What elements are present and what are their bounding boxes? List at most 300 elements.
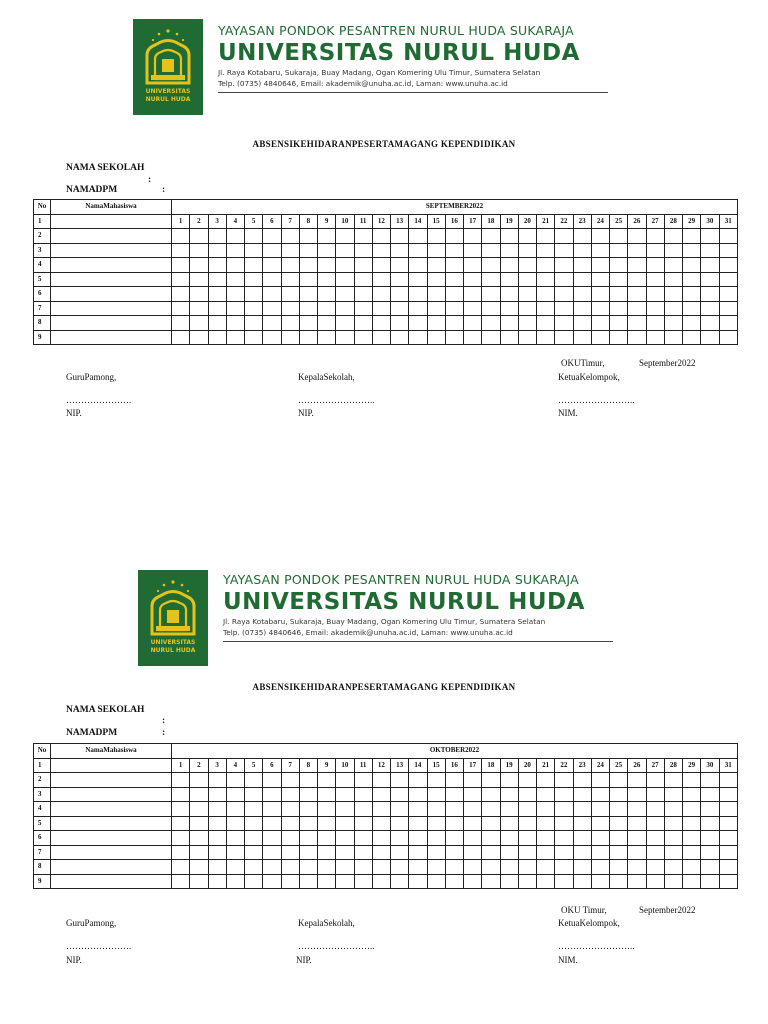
- attendance-cell[interactable]: [610, 787, 628, 802]
- attendance-cell[interactable]: [427, 874, 445, 889]
- attendance-cell[interactable]: [573, 287, 591, 302]
- attendance-cell[interactable]: [299, 229, 317, 244]
- attendance-cell[interactable]: [190, 816, 208, 831]
- student-name-cell[interactable]: [51, 258, 172, 273]
- attendance-cell[interactable]: [482, 816, 500, 831]
- attendance-cell[interactable]: [172, 787, 190, 802]
- attendance-cell[interactable]: [336, 272, 354, 287]
- attendance-cell[interactable]: [391, 330, 409, 345]
- attendance-cell[interactable]: [245, 874, 263, 889]
- attendance-cell[interactable]: [427, 316, 445, 331]
- attendance-cell[interactable]: [701, 287, 719, 302]
- attendance-cell[interactable]: [591, 845, 609, 860]
- attendance-cell[interactable]: [172, 272, 190, 287]
- student-name-cell[interactable]: [51, 831, 172, 846]
- attendance-cell[interactable]: [226, 258, 244, 273]
- attendance-cell[interactable]: [318, 816, 336, 831]
- attendance-cell[interactable]: [409, 874, 427, 889]
- attendance-cell[interactable]: [518, 802, 536, 817]
- attendance-cell[interactable]: [646, 802, 664, 817]
- attendance-cell[interactable]: [482, 831, 500, 846]
- attendance-cell[interactable]: [263, 272, 281, 287]
- attendance-cell[interactable]: [263, 229, 281, 244]
- attendance-cell[interactable]: [190, 845, 208, 860]
- attendance-cell[interactable]: [409, 802, 427, 817]
- attendance-cell[interactable]: [701, 301, 719, 316]
- attendance-cell[interactable]: [445, 330, 463, 345]
- attendance-cell[interactable]: [555, 243, 573, 258]
- attendance-cell[interactable]: [190, 272, 208, 287]
- attendance-cell[interactable]: [701, 874, 719, 889]
- attendance-cell[interactable]: [354, 229, 372, 244]
- attendance-cell[interactable]: [226, 860, 244, 875]
- attendance-cell[interactable]: [263, 860, 281, 875]
- attendance-cell[interactable]: [208, 243, 226, 258]
- attendance-cell[interactable]: [518, 229, 536, 244]
- attendance-cell[interactable]: [391, 243, 409, 258]
- attendance-cell[interactable]: [208, 831, 226, 846]
- attendance-cell[interactable]: [664, 831, 682, 846]
- attendance-cell[interactable]: [391, 301, 409, 316]
- attendance-cell[interactable]: [500, 787, 518, 802]
- attendance-cell[interactable]: [664, 845, 682, 860]
- attendance-cell[interactable]: [518, 330, 536, 345]
- attendance-cell[interactable]: [281, 287, 299, 302]
- attendance-cell[interactable]: [318, 258, 336, 273]
- attendance-cell[interactable]: [391, 831, 409, 846]
- attendance-cell[interactable]: [372, 831, 390, 846]
- attendance-cell[interactable]: [208, 301, 226, 316]
- attendance-cell[interactable]: [482, 874, 500, 889]
- attendance-cell[interactable]: [409, 272, 427, 287]
- attendance-cell[interactable]: [646, 330, 664, 345]
- attendance-cell[interactable]: [537, 845, 555, 860]
- attendance-cell[interactable]: [245, 845, 263, 860]
- attendance-cell[interactable]: [518, 860, 536, 875]
- attendance-cell[interactable]: [391, 272, 409, 287]
- attendance-cell[interactable]: [318, 787, 336, 802]
- attendance-cell[interactable]: [190, 773, 208, 788]
- attendance-cell[interactable]: [591, 330, 609, 345]
- attendance-cell[interactable]: [172, 330, 190, 345]
- attendance-cell[interactable]: [646, 773, 664, 788]
- student-name-cell[interactable]: [51, 860, 172, 875]
- attendance-cell[interactable]: [190, 316, 208, 331]
- attendance-cell[interactable]: [701, 316, 719, 331]
- attendance-cell[interactable]: [172, 316, 190, 331]
- attendance-cell[interactable]: [354, 773, 372, 788]
- attendance-cell[interactable]: [226, 874, 244, 889]
- attendance-cell[interactable]: [719, 860, 738, 875]
- attendance-cell[interactable]: [226, 287, 244, 302]
- attendance-cell[interactable]: [409, 243, 427, 258]
- attendance-cell[interactable]: [445, 787, 463, 802]
- attendance-cell[interactable]: [190, 874, 208, 889]
- attendance-cell[interactable]: [482, 787, 500, 802]
- attendance-cell[interactable]: [646, 243, 664, 258]
- attendance-cell[interactable]: [482, 316, 500, 331]
- attendance-cell[interactable]: [263, 802, 281, 817]
- attendance-cell[interactable]: [555, 229, 573, 244]
- attendance-cell[interactable]: [445, 258, 463, 273]
- attendance-cell[interactable]: [555, 816, 573, 831]
- attendance-cell[interactable]: [664, 330, 682, 345]
- attendance-cell[interactable]: [372, 243, 390, 258]
- attendance-cell[interactable]: [245, 229, 263, 244]
- attendance-cell[interactable]: [518, 773, 536, 788]
- attendance-cell[interactable]: [172, 802, 190, 817]
- attendance-cell[interactable]: [372, 816, 390, 831]
- attendance-cell[interactable]: [683, 272, 701, 287]
- attendance-cell[interactable]: [172, 831, 190, 846]
- attendance-cell[interactable]: [464, 845, 482, 860]
- attendance-cell[interactable]: [464, 816, 482, 831]
- attendance-cell[interactable]: [719, 831, 738, 846]
- attendance-cell[interactable]: [464, 874, 482, 889]
- attendance-cell[interactable]: [445, 874, 463, 889]
- attendance-cell[interactable]: [427, 243, 445, 258]
- attendance-cell[interactable]: [701, 860, 719, 875]
- attendance-cell[interactable]: [628, 802, 646, 817]
- attendance-cell[interactable]: [226, 831, 244, 846]
- attendance-cell[interactable]: [573, 229, 591, 244]
- attendance-cell[interactable]: [281, 258, 299, 273]
- attendance-cell[interactable]: [646, 272, 664, 287]
- attendance-cell[interactable]: [482, 229, 500, 244]
- attendance-cell[interactable]: [281, 802, 299, 817]
- attendance-cell[interactable]: [573, 787, 591, 802]
- attendance-cell[interactable]: [646, 229, 664, 244]
- attendance-cell[interactable]: [299, 243, 317, 258]
- attendance-cell[interactable]: [518, 272, 536, 287]
- student-name-cell[interactable]: [51, 243, 172, 258]
- attendance-cell[interactable]: [245, 287, 263, 302]
- attendance-cell[interactable]: [245, 816, 263, 831]
- attendance-cell[interactable]: [409, 787, 427, 802]
- attendance-cell[interactable]: [537, 229, 555, 244]
- attendance-cell[interactable]: [281, 860, 299, 875]
- attendance-cell[interactable]: [555, 301, 573, 316]
- attendance-cell[interactable]: [208, 330, 226, 345]
- attendance-cell[interactable]: [610, 802, 628, 817]
- attendance-cell[interactable]: [318, 316, 336, 331]
- attendance-cell[interactable]: [610, 229, 628, 244]
- attendance-cell[interactable]: [482, 860, 500, 875]
- student-name-cell[interactable]: [51, 316, 172, 331]
- attendance-cell[interactable]: [391, 316, 409, 331]
- attendance-cell[interactable]: [500, 802, 518, 817]
- attendance-cell[interactable]: [591, 860, 609, 875]
- attendance-cell[interactable]: [482, 258, 500, 273]
- attendance-cell[interactable]: [172, 816, 190, 831]
- attendance-cell[interactable]: [391, 258, 409, 273]
- attendance-cell[interactable]: [318, 831, 336, 846]
- attendance-cell[interactable]: [664, 787, 682, 802]
- attendance-cell[interactable]: [299, 316, 317, 331]
- attendance-cell[interactable]: [610, 243, 628, 258]
- attendance-cell[interactable]: [427, 816, 445, 831]
- attendance-cell[interactable]: [336, 229, 354, 244]
- attendance-cell[interactable]: [372, 874, 390, 889]
- attendance-cell[interactable]: [701, 330, 719, 345]
- attendance-cell[interactable]: [299, 272, 317, 287]
- attendance-cell[interactable]: [226, 301, 244, 316]
- attendance-cell[interactable]: [372, 272, 390, 287]
- attendance-cell[interactable]: [628, 845, 646, 860]
- attendance-cell[interactable]: [591, 874, 609, 889]
- attendance-cell[interactable]: [591, 787, 609, 802]
- attendance-cell[interactable]: [336, 787, 354, 802]
- attendance-cell[interactable]: [372, 787, 390, 802]
- attendance-cell[interactable]: [190, 787, 208, 802]
- attendance-cell[interactable]: [683, 287, 701, 302]
- attendance-cell[interactable]: [318, 243, 336, 258]
- attendance-cell[interactable]: [683, 802, 701, 817]
- attendance-cell[interactable]: [263, 316, 281, 331]
- attendance-cell[interactable]: [427, 287, 445, 302]
- attendance-cell[interactable]: [354, 301, 372, 316]
- attendance-cell[interactable]: [537, 860, 555, 875]
- attendance-cell[interactable]: [263, 301, 281, 316]
- attendance-cell[interactable]: [208, 845, 226, 860]
- attendance-cell[interactable]: [683, 860, 701, 875]
- attendance-cell[interactable]: [591, 272, 609, 287]
- attendance-cell[interactable]: [464, 802, 482, 817]
- attendance-cell[interactable]: [245, 773, 263, 788]
- attendance-cell[interactable]: [445, 316, 463, 331]
- attendance-cell[interactable]: [482, 301, 500, 316]
- attendance-cell[interactable]: [610, 831, 628, 846]
- student-name-cell[interactable]: [51, 229, 172, 244]
- attendance-cell[interactable]: [445, 860, 463, 875]
- attendance-cell[interactable]: [646, 258, 664, 273]
- attendance-cell[interactable]: [263, 243, 281, 258]
- attendance-cell[interactable]: [245, 243, 263, 258]
- attendance-cell[interactable]: [172, 301, 190, 316]
- attendance-cell[interactable]: [683, 258, 701, 273]
- attendance-cell[interactable]: [683, 831, 701, 846]
- attendance-cell[interactable]: [555, 831, 573, 846]
- attendance-cell[interactable]: [318, 860, 336, 875]
- attendance-cell[interactable]: [537, 316, 555, 331]
- attendance-cell[interactable]: [573, 860, 591, 875]
- attendance-cell[interactable]: [591, 816, 609, 831]
- attendance-cell[interactable]: [336, 802, 354, 817]
- attendance-cell[interactable]: [482, 773, 500, 788]
- attendance-cell[interactable]: [683, 301, 701, 316]
- attendance-cell[interactable]: [336, 243, 354, 258]
- attendance-cell[interactable]: [208, 287, 226, 302]
- attendance-cell[interactable]: [537, 243, 555, 258]
- attendance-cell[interactable]: [701, 272, 719, 287]
- attendance-cell[interactable]: [591, 258, 609, 273]
- attendance-cell[interactable]: [537, 287, 555, 302]
- attendance-cell[interactable]: [610, 287, 628, 302]
- attendance-cell[interactable]: [464, 787, 482, 802]
- attendance-cell[interactable]: [555, 316, 573, 331]
- attendance-cell[interactable]: [628, 330, 646, 345]
- attendance-cell[interactable]: [445, 287, 463, 302]
- attendance-cell[interactable]: [537, 816, 555, 831]
- attendance-cell[interactable]: [719, 229, 738, 244]
- attendance-cell[interactable]: [299, 845, 317, 860]
- attendance-cell[interactable]: [591, 773, 609, 788]
- attendance-cell[interactable]: [555, 258, 573, 273]
- attendance-cell[interactable]: [318, 330, 336, 345]
- attendance-cell[interactable]: [555, 845, 573, 860]
- attendance-cell[interactable]: [664, 243, 682, 258]
- attendance-cell[interactable]: [409, 860, 427, 875]
- attendance-cell[interactable]: [226, 816, 244, 831]
- attendance-cell[interactable]: [226, 243, 244, 258]
- attendance-cell[interactable]: [226, 802, 244, 817]
- attendance-cell[interactable]: [263, 773, 281, 788]
- attendance-cell[interactable]: [172, 860, 190, 875]
- attendance-cell[interactable]: [664, 860, 682, 875]
- attendance-cell[interactable]: [701, 831, 719, 846]
- attendance-cell[interactable]: [190, 860, 208, 875]
- student-name-cell[interactable]: [51, 301, 172, 316]
- attendance-cell[interactable]: [701, 787, 719, 802]
- attendance-cell[interactable]: [719, 845, 738, 860]
- attendance-cell[interactable]: [427, 845, 445, 860]
- attendance-cell[interactable]: [701, 773, 719, 788]
- attendance-cell[interactable]: [391, 845, 409, 860]
- attendance-cell[interactable]: [427, 272, 445, 287]
- attendance-cell[interactable]: [719, 802, 738, 817]
- attendance-cell[interactable]: [336, 860, 354, 875]
- attendance-cell[interactable]: [318, 802, 336, 817]
- student-name-cell[interactable]: [51, 758, 172, 773]
- attendance-cell[interactable]: [573, 301, 591, 316]
- attendance-cell[interactable]: [281, 787, 299, 802]
- attendance-cell[interactable]: [719, 330, 738, 345]
- attendance-cell[interactable]: [646, 287, 664, 302]
- attendance-cell[interactable]: [281, 229, 299, 244]
- attendance-cell[interactable]: [683, 316, 701, 331]
- attendance-cell[interactable]: [190, 802, 208, 817]
- attendance-cell[interactable]: [610, 860, 628, 875]
- attendance-cell[interactable]: [701, 816, 719, 831]
- attendance-cell[interactable]: [226, 316, 244, 331]
- attendance-cell[interactable]: [372, 845, 390, 860]
- attendance-cell[interactable]: [354, 316, 372, 331]
- attendance-cell[interactable]: [646, 860, 664, 875]
- attendance-cell[interactable]: [628, 287, 646, 302]
- attendance-cell[interactable]: [664, 316, 682, 331]
- attendance-cell[interactable]: [518, 287, 536, 302]
- attendance-cell[interactable]: [646, 845, 664, 860]
- attendance-cell[interactable]: [372, 802, 390, 817]
- attendance-cell[interactable]: [518, 301, 536, 316]
- attendance-cell[interactable]: [518, 243, 536, 258]
- attendance-cell[interactable]: [482, 287, 500, 302]
- attendance-cell[interactable]: [263, 330, 281, 345]
- attendance-cell[interactable]: [628, 874, 646, 889]
- attendance-cell[interactable]: [555, 287, 573, 302]
- attendance-cell[interactable]: [500, 330, 518, 345]
- attendance-cell[interactable]: [245, 860, 263, 875]
- attendance-cell[interactable]: [299, 258, 317, 273]
- attendance-cell[interactable]: [445, 816, 463, 831]
- attendance-cell[interactable]: [683, 773, 701, 788]
- student-name-cell[interactable]: [51, 287, 172, 302]
- attendance-cell[interactable]: [646, 787, 664, 802]
- attendance-cell[interactable]: [372, 330, 390, 345]
- attendance-cell[interactable]: [299, 787, 317, 802]
- attendance-cell[interactable]: [683, 874, 701, 889]
- attendance-cell[interactable]: [573, 874, 591, 889]
- attendance-cell[interactable]: [464, 287, 482, 302]
- attendance-cell[interactable]: [372, 860, 390, 875]
- attendance-cell[interactable]: [318, 229, 336, 244]
- student-name-cell[interactable]: [51, 845, 172, 860]
- attendance-cell[interactable]: [500, 272, 518, 287]
- attendance-cell[interactable]: [372, 316, 390, 331]
- attendance-cell[interactable]: [409, 831, 427, 846]
- attendance-cell[interactable]: [591, 301, 609, 316]
- attendance-cell[interactable]: [336, 874, 354, 889]
- attendance-cell[interactable]: [500, 229, 518, 244]
- attendance-cell[interactable]: [591, 802, 609, 817]
- attendance-cell[interactable]: [555, 802, 573, 817]
- attendance-cell[interactable]: [464, 330, 482, 345]
- student-name-cell[interactable]: [51, 330, 172, 345]
- attendance-cell[interactable]: [719, 816, 738, 831]
- attendance-cell[interactable]: [299, 773, 317, 788]
- attendance-cell[interactable]: [208, 787, 226, 802]
- attendance-cell[interactable]: [628, 816, 646, 831]
- attendance-cell[interactable]: [591, 831, 609, 846]
- attendance-cell[interactable]: [409, 845, 427, 860]
- attendance-cell[interactable]: [591, 243, 609, 258]
- attendance-cell[interactable]: [683, 229, 701, 244]
- attendance-cell[interactable]: [664, 258, 682, 273]
- attendance-cell[interactable]: [518, 816, 536, 831]
- attendance-cell[interactable]: [409, 229, 427, 244]
- attendance-cell[interactable]: [573, 258, 591, 273]
- attendance-cell[interactable]: [226, 229, 244, 244]
- attendance-cell[interactable]: [427, 301, 445, 316]
- attendance-cell[interactable]: [664, 802, 682, 817]
- attendance-cell[interactable]: [464, 773, 482, 788]
- attendance-cell[interactable]: [464, 229, 482, 244]
- attendance-cell[interactable]: [573, 831, 591, 846]
- attendance-cell[interactable]: [318, 773, 336, 788]
- attendance-cell[interactable]: [555, 773, 573, 788]
- attendance-cell[interactable]: [372, 287, 390, 302]
- student-name-cell[interactable]: [51, 272, 172, 287]
- attendance-cell[interactable]: [664, 773, 682, 788]
- attendance-cell[interactable]: [409, 301, 427, 316]
- attendance-cell[interactable]: [537, 874, 555, 889]
- attendance-cell[interactable]: [372, 258, 390, 273]
- attendance-cell[interactable]: [445, 243, 463, 258]
- attendance-cell[interactable]: [610, 330, 628, 345]
- attendance-cell[interactable]: [354, 845, 372, 860]
- attendance-cell[interactable]: [464, 243, 482, 258]
- attendance-cell[interactable]: [245, 831, 263, 846]
- attendance-cell[interactable]: [500, 301, 518, 316]
- attendance-cell[interactable]: [281, 831, 299, 846]
- attendance-cell[interactable]: [336, 316, 354, 331]
- attendance-cell[interactable]: [719, 316, 738, 331]
- attendance-cell[interactable]: [190, 330, 208, 345]
- attendance-cell[interactable]: [245, 802, 263, 817]
- attendance-cell[interactable]: [701, 243, 719, 258]
- attendance-cell[interactable]: [391, 229, 409, 244]
- attendance-cell[interactable]: [701, 258, 719, 273]
